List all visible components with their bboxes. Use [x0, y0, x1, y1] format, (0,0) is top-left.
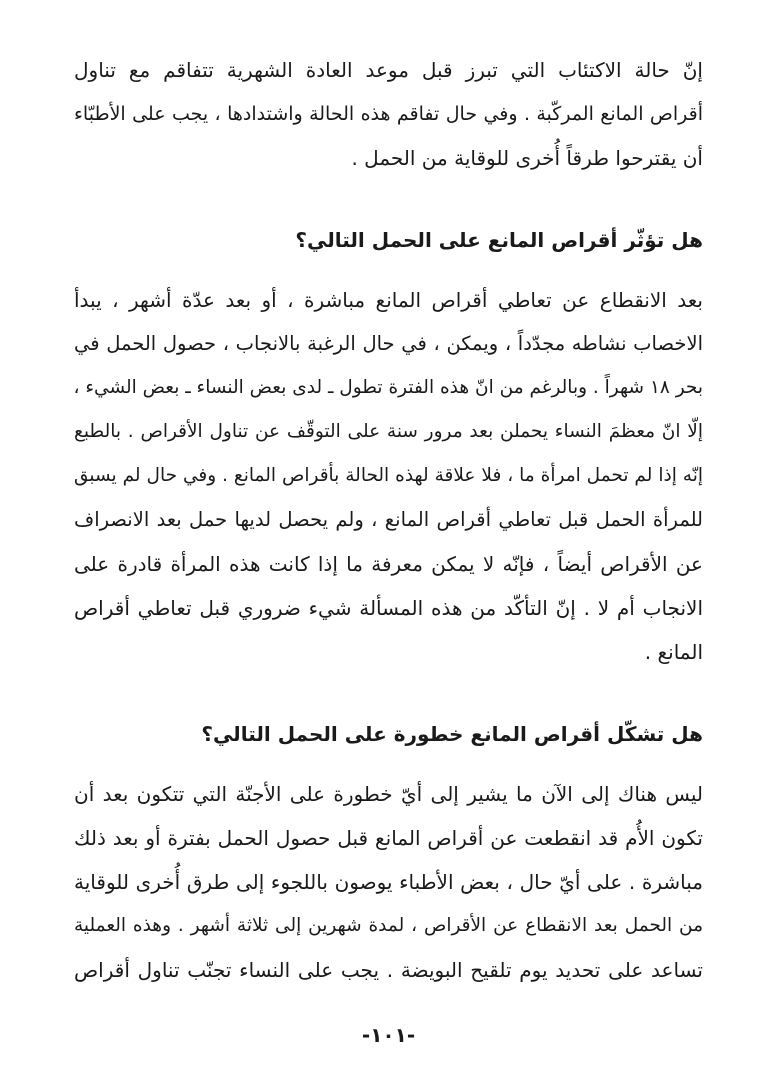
paragraph-2-line-1: بعد الانقطاع عن تعاطي أقراص المانع مباشرة ، أو بعد عدّة أشهر ، يبدأ [74, 288, 703, 312]
paragraph-1-line-3: أن يقترحوا طرقاً أُخرى للوقاية من الحمل . [351, 146, 703, 170]
section-heading-1: هل تؤثّر أقراص المانع على الحمل التالي؟ [295, 228, 703, 252]
paragraph-3-line-4: من الحمل بعد الانقطاع عن الأقراص ، لمدة شهرين إلى ثلاثة أشهر . وهذه العملية [74, 915, 703, 936]
paragraph-3-line-2: تكون الأُم قد انقطعت عن أقراص المانع قبل حصول الحمل بفترة أو بعد ذلك [74, 826, 703, 850]
paragraph-1-line-1: إنّ حالة الاكتئاب التي تبرز قبل موعد العادة الشهرية تتفاقم مع تناول [74, 58, 703, 82]
paragraph-2-line-6: للمرأة الحمل قبل تعاطي أقراص المانع ، ولم يحصل لديها حمل بعد الانصراف [74, 508, 703, 531]
paragraph-2-line-5: إنّه إذا لم تحمل امرأة ما ، فلا علاقة لهذه الحالة بأقراص المانع . وفي حال لم يسبق [74, 465, 703, 486]
paragraph-3-line-1: ليس هناك إلى الآن ما يشير إلى أيّ خطورة على الأجنّة التي تتكون بعد أن [74, 782, 703, 806]
paragraph-2-line-2: الاخصاب نشاطه مجدّداً ، ويمكن ، في حال الرغبة بالانجاب ، حصول الحمل في [74, 332, 703, 355]
paragraph-2-line-3: بحر ١٨ شهراً . وبالرغم من انّ هذه الفترة تطول ـ لدى بعض النساء ـ بعض الشيء ، [74, 377, 703, 398]
paragraph-2-line-9: المانع . [644, 640, 703, 664]
page-number: -١٠١- [361, 1023, 416, 1047]
paragraph-2-line-8: الانجاب أم لا . إنّ التأكّد من هذه المسألة شيء ضروري قبل تعاطي أقراص [74, 596, 703, 620]
paragraph-3-line-5: تساعد على تحديد يوم تلقيح البويضة . يجب على النساء تجنّب تناول أقراص [74, 958, 703, 982]
paragraph-2-line-7: عن الأقراص أيضاً ، فإنّه لا يمكن معرفة ما إذا كانت هذه المرأة قادرة على [74, 552, 703, 576]
paragraph-2-line-4: إلّا انّ معظمَ النساء يحملن بعد مرور سنة على التوقّف عن تناول الأقراص . بالطبع [74, 421, 703, 442]
paragraph-3-line-3: مباشرة . على أيّ حال ، بعض الأطباء يوصون باللجوء إلى طرق أُخرى للوقاية [74, 870, 703, 894]
section-heading-2: هل تشكّل أقراص المانع خطورة على الحمل التالي؟ [201, 722, 703, 746]
book-page [74, 0, 703, 1079]
paragraph-1-line-2: أقراص المانع المركّبة . وفي حال تفاقم هذه الحالة واشتدادها ، يجب على الأطبّاء [74, 103, 703, 125]
